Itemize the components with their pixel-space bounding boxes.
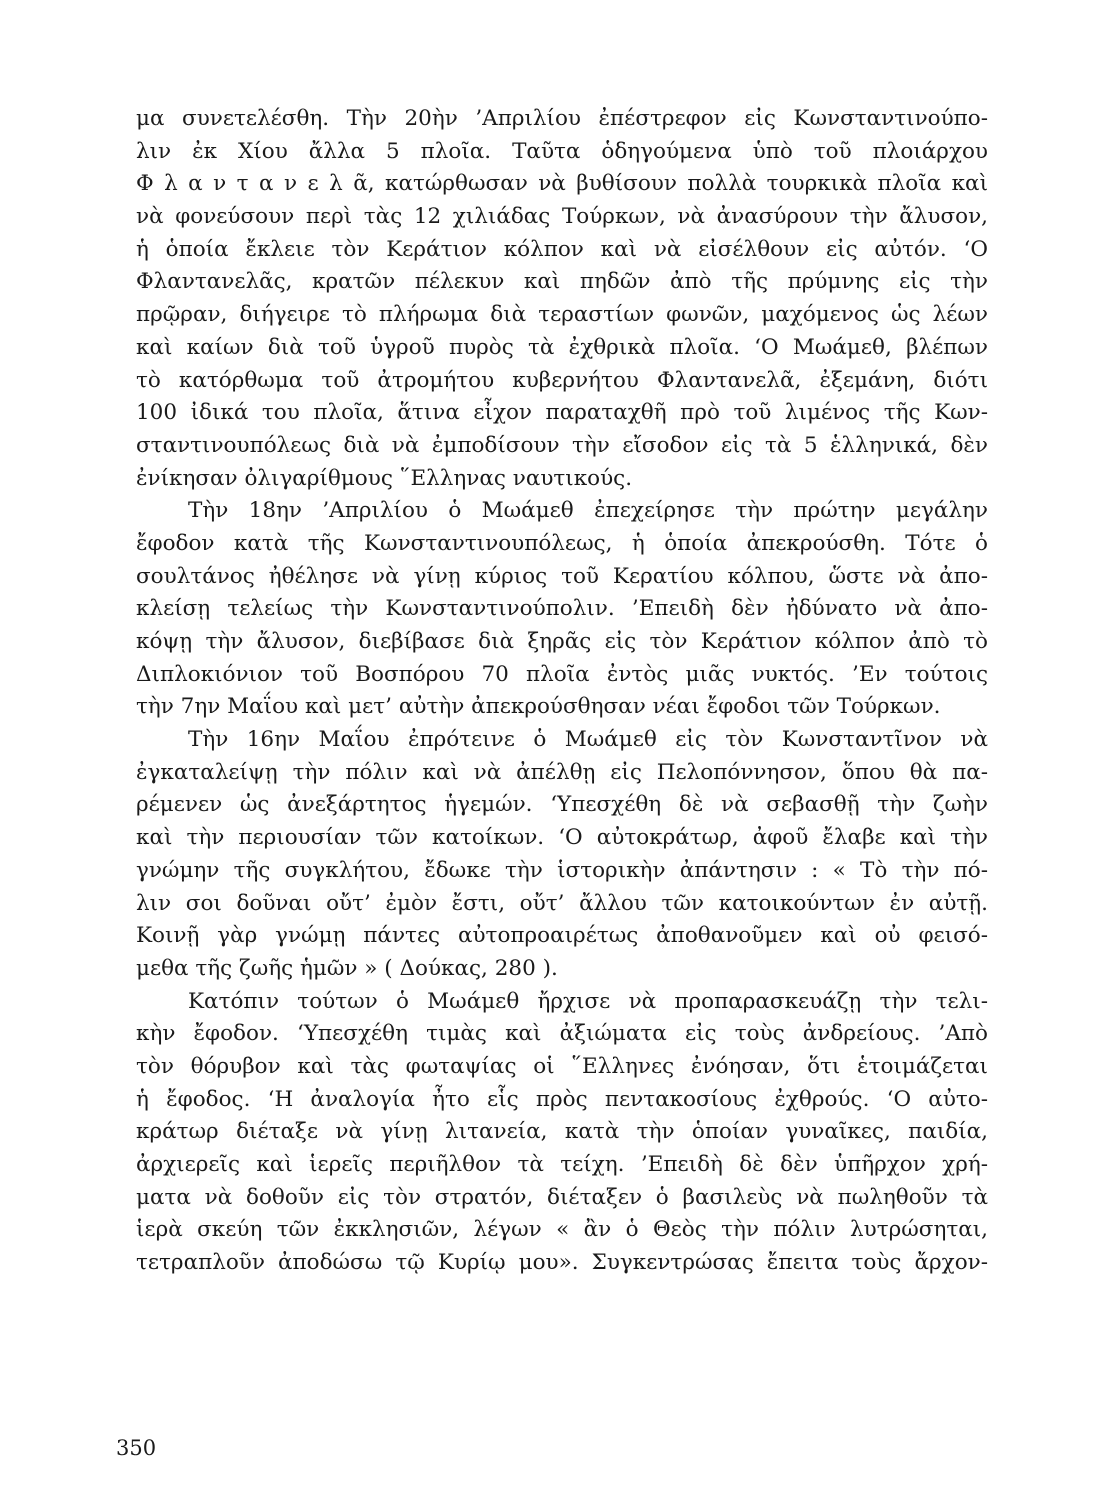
text-line: κλείσῃ τελείως τὴν Κωνσταντινούπολιν. ’Επειδὴ δὲν ἠδύνατο νὰ ἀπο- bbox=[136, 596, 988, 622]
text-line: Φ λ α ν τ α ν ε λ ᾶ, κατώρθωσαν νὰ βυθίσουν πολλὰ τουρκικὰ πλοῖα καὶ bbox=[136, 171, 988, 197]
text-line: κὴν ἔφοδον. ‘Υπεσχέθη τιμὰς καὶ ἀξιώματα εἰς τοὺς ἀνδρείους. ’Απὸ bbox=[136, 1021, 988, 1047]
text-line: τὸν θόρυβον καὶ τὰς φωταψίας οἱ ῞Ελληνες ἐνόησαν, ὅτι ἑτοιμάζεται bbox=[136, 1053, 988, 1079]
text-line: τὸ κατόρθωμα τοῦ ἀτρομήτου κυβερνήτου Φλαντανελᾶ, ἐξεμάνη, διότι bbox=[136, 367, 988, 393]
text-line: ἔφοδον κατὰ τῆς Κωνσταντινουπόλεως, ἡ ὁποία ἀπεκρούσθη. Τότε ὁ bbox=[136, 530, 988, 556]
text-line: λιν σοι δοῦναι οὔτ’ ἐμὸν ἔστι, οὔτ’ ἄλλου τῶν κατοικούντων ἐν αὐτῇ. bbox=[136, 890, 988, 916]
text-line: μεθα τῆς ζωῆς ἡμῶν » ( Δούκας, 280 ). bbox=[136, 955, 558, 981]
text-line: σταντινουπόλεως διὰ νὰ ἐμποδίσουν τὴν εἴσοδον εἰς τὰ 5 ἑλληνικά, δὲν bbox=[136, 432, 988, 458]
text-line: Φλαντανελᾶς, κρατῶν πέλεκυν καὶ πηδῶν ἀπὸ τῆς πρύμνης εἰς τὴν bbox=[136, 269, 988, 295]
text-line: μα συνετελέσθη. Τὴν 20ὴν ’Απριλίου ἐπέστρεφον εἰς Κωνσταντινούπο- bbox=[136, 106, 988, 131]
body-text bbox=[136, 103, 988, 1280]
text-line: Κατόπιν τούτων ὁ Μωάμεθ ἤρχισε νὰ προπαρασκευάζῃ τὴν τελι- bbox=[188, 988, 988, 1014]
text-line: ἀρχιερεῖς καὶ ἱερεῖς περιῆλθον τὰ τείχη. ’Επειδὴ δὲ δὲν ὑπῆρχον χρή- bbox=[136, 1152, 988, 1177]
text-line: τὴν 7ην Μαΐου καὶ μετ’ αὐτὴν ἀπεκρούσθησαν νέαι ἔφοδοι τῶν Τούρκων. bbox=[136, 694, 941, 720]
text-line: γνώμην τῆς συγκλήτου, ἔδωκε τὴν ἱστορικὴν ἀπάντησιν : « Τὸ τὴν πό- bbox=[136, 857, 988, 883]
text-line: Τὴν 18ην ’Απριλίου ὁ Μωάμεθ ἐπεχείρησε τὴν πρώτην μεγάλην bbox=[188, 498, 988, 524]
text-line: καὶ τὴν περιουσίαν τῶν κατοίκων. ‘Ο αὐτοκράτωρ, ἀφοῦ ἔλαβε καὶ τὴν bbox=[136, 825, 988, 851]
page-number: 350 bbox=[116, 1436, 157, 1460]
text-line: ματα νὰ δοθοῦν εἰς τὸν στρατόν, διέταξεν ὁ βασιλεὺς νὰ πωληθοῦν τὰ bbox=[136, 1184, 988, 1210]
text-line: καὶ καίων διὰ τοῦ ὑγροῦ πυρὸς τὰ ἐχθρικὰ πλοῖα. ‘Ο Μωάμεθ, βλέπων bbox=[136, 334, 988, 360]
text-line: πρῷραν, διήγειρε τὸ πλήρωμα διὰ τεραστίων φωνῶν, μαχόμενος ὡς λέων bbox=[136, 302, 988, 328]
text-line: Τὴν 16ην Μαΐου ἐπρότεινε ὁ Μωάμεθ εἰς τὸν Κωνσταντῖνον νὰ bbox=[188, 727, 988, 753]
text-line: 100 ἰδικά του πλοῖα, ἅτινα εἶχον παραταχθῆ πρὸ τοῦ λιμένος τῆς Κων- bbox=[136, 400, 988, 426]
text-line: νὰ φονεύσουν περὶ τὰς 12 χιλιάδας Τούρκων, νὰ ἀνασύρουν τὴν ἄλυσον, bbox=[136, 204, 988, 230]
text-line: ἡ ὁποία ἔκλειε τὸν Κεράτιον κόλπον καὶ νὰ εἰσέλθουν εἰς αὐτόν. ‘Ο bbox=[136, 236, 988, 262]
text-line: ρέμενεν ὡς ἀνεξάρτητος ἡγεμών. ‘Υπεσχέθη δὲ νὰ σεβασθῇ τὴν ζωὴν bbox=[136, 792, 988, 818]
text-line: Κοινῇ γὰρ γνώμῃ πάντες αὐτοπροαιρέτως ἀποθανοῦμεν καὶ οὐ φεισό- bbox=[136, 923, 988, 949]
text-line: λιν ἐκ Χίου ἄλλα 5 πλοῖα. Ταῦτα ὁδηγούμενα ὑπὸ τοῦ πλοιάρχου bbox=[136, 138, 988, 164]
text-line: Διπλοκιόνιον τοῦ Βοσπόρου 70 πλοῖα ἐντὸς μιᾶς νυκτός. ’Εν τούτοις bbox=[136, 661, 988, 687]
text-line: τετραπλοῦν ἀποδώσω τῷ Κυρίῳ μου». Συγκεντρώσας ἔπειτα τοὺς ἄρχον- bbox=[136, 1250, 988, 1276]
text-line: κόψῃ τὴν ἄλυσον, διεβίβασε διὰ ξηρᾶς εἰς τὸν Κεράτιον κόλπον ἀπὸ τὸ bbox=[136, 629, 988, 654]
text-line: ἡ ἔφοδος. ‘Η ἀναλογία ἦτο εἷς πρὸς πεντακοσίους ἐχθρούς. ‘Ο αὐτο- bbox=[136, 1086, 988, 1112]
text-line: σουλτάνος ἠθέλησε νὰ γίνῃ κύριος τοῦ Κερατίου κόλπου, ὥστε νὰ ἀπο- bbox=[136, 563, 988, 589]
text-line: ἐγκαταλείψῃ τὴν πόλιν καὶ νὰ ἀπέλθῃ εἰς Πελοπόννησον, ὅπου θὰ πα- bbox=[136, 759, 988, 785]
text-line: κράτωρ διέταξε νὰ γίνῃ λιτανεία, κατὰ τὴν ὁποίαν γυναῖκες, παιδία, bbox=[136, 1119, 988, 1145]
text-line: ἱερὰ σκεύη τῶν ἐκκλησιῶν, λέγων « ἂν ὁ Θεὸς τὴν πόλιν λυτρώσηται, bbox=[136, 1217, 988, 1243]
text-line: ἐνίκησαν ὀλιγαρίθμους ῞Ελληνας ναυτικούς. bbox=[136, 465, 633, 491]
